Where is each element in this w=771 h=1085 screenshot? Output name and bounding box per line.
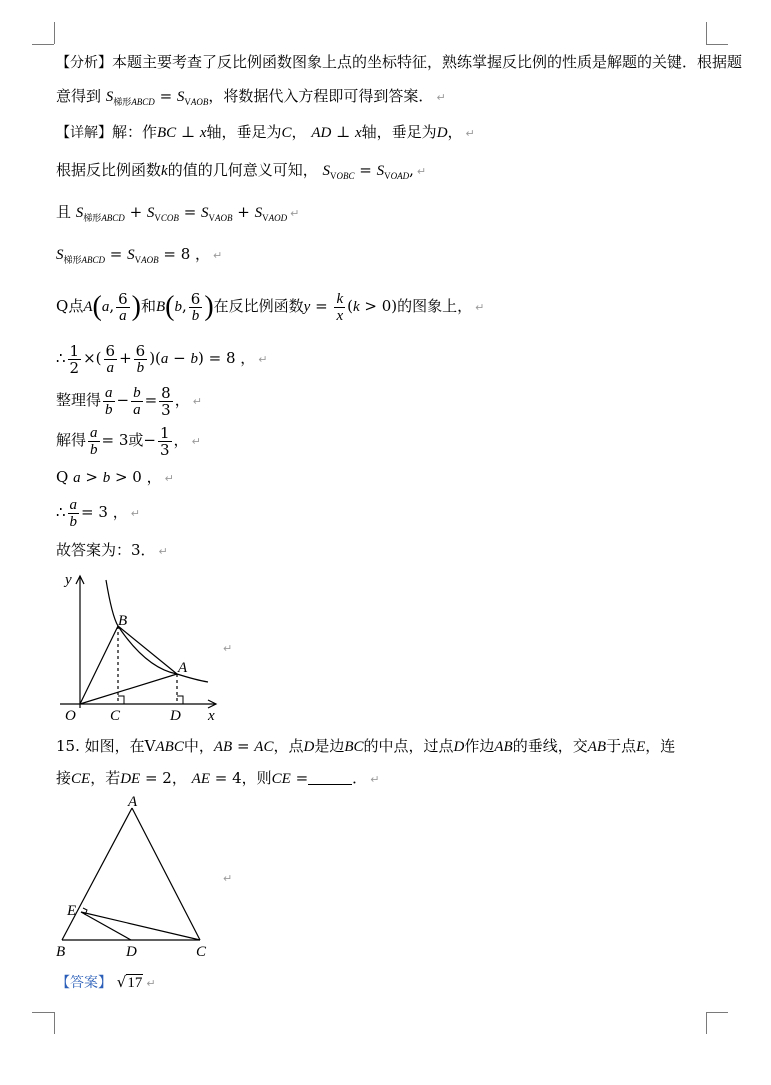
problem-15-line-2: 接CE，若DE = 2， AE = 4，则CE = ． ↵ [56, 769, 380, 787]
segment-ba [118, 626, 177, 674]
problem-text: ，点 [273, 737, 304, 755]
paragraph-mark: ↵ [416, 165, 427, 178]
triangle-figure [52, 792, 222, 962]
detail-line-1: 【详解】解：作BC ⊥ x轴，垂足为C， AD ⊥ x轴，垂足为D， ↵ [56, 123, 475, 141]
label-c: C [196, 944, 207, 960]
detail-text: 轴，垂足为 [361, 123, 437, 141]
problem-text: 作边 [464, 737, 495, 755]
problem-text: ，连 [645, 737, 676, 755]
crop-mark-top-left-v [54, 22, 55, 44]
crop-mark-bottom-left [32, 1012, 54, 1013]
analysis-text-2: 意得到 [56, 87, 102, 105]
detail-line-10: ∴ $\frac{a}{b}$ = 3 ， ↵ [56, 496, 140, 530]
paragraph-mark: ↵ [192, 395, 202, 408]
problem-text: 如图，在 [84, 737, 145, 755]
problem-number: 15. [56, 737, 80, 755]
label-x: x [208, 708, 215, 724]
problem-text: ， [171, 769, 187, 787]
detail-text: 或 [128, 431, 144, 449]
detail-line-11 [56, 540, 168, 562]
detail-text: 在反比例函数 [213, 297, 304, 315]
hyperbola-figure [56, 568, 236, 728]
side-ab [62, 808, 132, 940]
paragraph-mark: ↵ [475, 301, 485, 314]
problem-text: 于点 [606, 737, 637, 755]
analysis-line-1 [56, 52, 742, 73]
paragraph-mark: ↵ [370, 773, 380, 786]
answer-value: 17 [127, 975, 143, 991]
crop-mark-top-right [706, 44, 728, 45]
detail-text: 故答案为：3． [56, 541, 156, 559]
detail-line-3: 且 $S_{梯形ABCD} + S_{VCOB} = S_{VAOB} + S_{VAOD}$ ↵ [56, 203, 300, 223]
side-ac [132, 808, 200, 940]
detail-line-9: Q a > b > 0 ， ↵ [56, 468, 174, 486]
analysis-text-3: ，将数据代入方程即可得到答案． [208, 87, 434, 105]
problem-text: 接 [56, 769, 72, 787]
paragraph-mark: ↵ [465, 127, 475, 140]
label-b: B [56, 944, 66, 960]
answer-blank [308, 770, 352, 785]
paragraph-mark: ↵ [223, 872, 233, 885]
answer-tag: 【答案】 [56, 975, 112, 991]
analysis-line-2 [56, 86, 446, 112]
paragraph-mark: ↵ [290, 207, 300, 220]
paragraph-mark: ↵ [146, 977, 156, 990]
crop-mark-bottom-right-v [706, 1012, 707, 1034]
paragraph-mark: ↵ [213, 249, 223, 262]
sqrt-sign: √ [116, 973, 127, 991]
detail-text: 轴，垂足为 [206, 123, 282, 141]
problem-text: ． [352, 769, 368, 787]
problem-15-line-1: 15. 如图，在VABC中，AB = AC，点D是边BC的中点，过点D作边AB的垂线，交AB于点E，连 [56, 737, 676, 755]
label-b: B [118, 613, 128, 629]
paragraph-mark: ↵ [223, 642, 233, 655]
paragraph-mark: ↵ [130, 507, 140, 520]
segment-de [81, 912, 131, 940]
detail-text: 和 [140, 297, 156, 315]
label-a: A [178, 660, 188, 676]
label-y: y [65, 572, 72, 588]
label-o: O [65, 708, 76, 724]
detail-text: 点 [68, 297, 84, 315]
segment-oa [80, 674, 177, 704]
detail-text: 解：作 [112, 123, 158, 141]
paragraph-mark: ↵ [158, 545, 168, 558]
detail-text: 整理得 [56, 391, 102, 409]
problem-text: 是边 [314, 737, 345, 755]
detail-text: 且 [56, 203, 72, 221]
detail-text: 的值的几何意义可知， [167, 161, 318, 179]
detail-line-2: 根据反比例函数k的值的几何意义可知， $S_{VOBC} = S_{VOAD}$, ↵ [56, 161, 427, 181]
detail-tag: 【详解】 [56, 125, 112, 141]
analysis-text: 本题主要考查了反比例函数图象上点的坐标特征，熟练掌握反比例的性质是解题的关键．根据题 [112, 53, 743, 71]
detail-line-8: 解得 $\frac{a}{b}$ = 3或− $\frac{1}{3}$ ， ↵ [56, 423, 201, 459]
hyperbola-curve [106, 580, 208, 682]
paragraph-mark: ↵ [164, 472, 174, 485]
crop-mark-top-left [32, 44, 54, 45]
paragraph-mark: ↵ [436, 91, 446, 104]
segment-ce [81, 912, 200, 940]
label-d: D [126, 944, 137, 960]
detail-text: 解得 [56, 431, 87, 449]
detail-line-7: 整理得 $\frac{a}{b}$ − $\frac{b}{a}$ = $\frac{8}{3}$ ， ↵ [56, 383, 202, 419]
segment-ob [80, 626, 118, 704]
right-angle-c [118, 696, 124, 704]
label-d: D [170, 708, 181, 724]
problem-text: 中， [183, 737, 214, 755]
label-a: A [128, 794, 138, 810]
analysis-tag: 【分析】 [56, 55, 112, 71]
answer-line [56, 972, 156, 994]
crop-mark-bottom-right [706, 1012, 728, 1013]
crop-mark-top-right-v [706, 22, 707, 44]
paragraph-mark: ↵ [191, 435, 201, 448]
crop-mark-bottom-left-v [54, 1012, 55, 1034]
detail-line-4: $S_{梯形ABCD} = S_{VAOB} = 8$ ， ↵ [56, 245, 223, 265]
detail-text: ， [291, 123, 307, 141]
detail-line-5: Q点A(a, $\frac{6}{a}$ )和B(b, $\frac{6}{b}$ )在反比例函数y = $\frac{k}{x}$ (k > 0)的图象上， ↵ [56, 289, 485, 324]
label-c: C [110, 708, 121, 724]
detail-text: 根据反比例函数 [56, 161, 162, 179]
paragraph-mark: ↵ [258, 353, 268, 366]
problem-text: ，则 [241, 769, 272, 787]
problem-text: ，若 [90, 769, 121, 787]
problem-text: 的中点，过点 [363, 737, 454, 755]
label-e: E [67, 903, 77, 919]
problem-text: 的垂线，交 [512, 737, 588, 755]
right-angle-d [177, 696, 183, 704]
detail-line-6: ∴ $\frac{1}{2}$ ×( $\frac{6}{a}$ + $\frac{6}{b}$ )(a − b) = 8 ， ↵ [56, 341, 268, 377]
area-equation: $S_{梯形ABCD} = S_{VAOB}$ [105, 87, 209, 107]
detail-text: 的图象上， [397, 297, 473, 315]
